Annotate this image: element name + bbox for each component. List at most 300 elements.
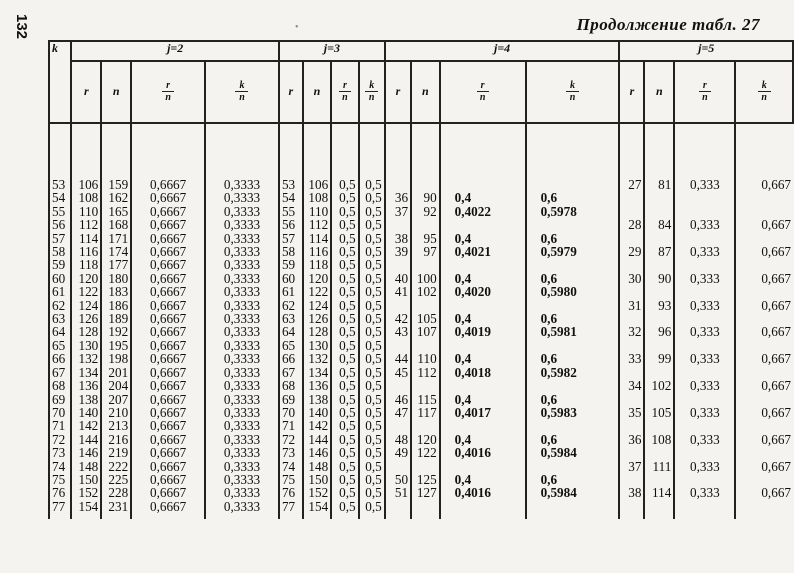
cell-j5-n: 93 [644,299,674,312]
cell-j2-n: 213 [101,419,131,432]
cell-j2-n: 219 [101,446,131,459]
cell-j5-n [644,446,674,459]
cell-j5-r [619,312,644,325]
cell-j5-ratio-k [735,366,793,379]
cell-j4-r: 42 [385,312,411,325]
cell-j5-n [644,258,674,271]
cell-j5-n [644,473,674,486]
group-header-j3: j=3 [279,41,385,61]
cell-j2-ratio-k: 0,3333 [205,473,279,486]
cell-j2-ratio-r: 0,6667 [131,446,205,459]
cell-j2-r: 130 [71,339,101,352]
cell-j5-ratio-r [674,446,735,459]
cell-j2-ratio-k: 0,3333 [205,272,279,285]
data-table [48,40,794,519]
cell-j2-ratio-k: 0,3333 [205,232,279,245]
cell-j3-r: 54 [279,191,303,204]
cell-j3-ratio-r: 0,5 [331,218,358,231]
cell-j2-ratio-r: 0,6667 [131,312,205,325]
cell-j5-r [619,205,644,218]
cell-j2-r: 134 [71,366,101,379]
cell-j4-ratio-k [526,339,620,352]
cell-j5-ratio-k: 0,667 [735,379,793,392]
cell-j3-ratio-k: 0,5 [359,500,385,519]
cell-j2-ratio-k: 0,3333 [205,433,279,446]
cell-j2-n: 201 [101,366,131,379]
cell-j5-r: 27 [619,123,644,191]
cell-j2-ratio-r: 0,6667 [131,272,205,285]
cell-j3-ratio-k: 0,5 [359,299,385,312]
cell-j5-ratio-r: 0,333 [674,379,735,392]
table-continuation-heading: Продолжение табл. 27 [576,15,760,34]
cell-j2-ratio-k: 0,3333 [205,325,279,338]
cell-j2-n: 168 [101,218,131,231]
cell-j5-ratio-k [735,285,793,298]
table-row [49,473,793,486]
cell-j4-ratio-r: 0,4 [440,232,526,245]
cell-j4-n [411,123,440,191]
cell-j2-ratio-k: 0,3333 [205,245,279,258]
cell-j3-ratio-r: 0,5 [331,379,358,392]
cell-j4-n: 120 [411,433,440,446]
header-frac-k-j4 [526,61,620,123]
cell-j3-ratio-k: 0,5 [359,352,385,365]
cell-j5-ratio-k: 0,667 [735,218,793,231]
table-header [49,41,793,123]
cell-j4-r [385,299,411,312]
cell-j3-r: 65 [279,339,303,352]
table-row [49,325,793,338]
group-header-j5: j=5 [619,41,793,61]
cell-j4-ratio-r: 0,4 [440,433,526,446]
cell-j2-n: 171 [101,232,131,245]
cell-k: 64 [49,325,71,338]
print-speck: • [295,22,299,33]
cell-j2-n: 228 [101,486,131,499]
cell-j5-ratio-k [735,393,793,406]
cell-j5-n: 96 [644,325,674,338]
cell-j2-r: 140 [71,406,101,419]
cell-j4-n [411,419,440,432]
cell-j4-r: 51 [385,486,411,499]
cell-j4-ratio-r: 0,4 [440,393,526,406]
cell-j5-r: 29 [619,245,644,258]
cell-j2-n: 192 [101,325,131,338]
cell-j3-ratio-k: 0,5 [359,379,385,392]
cell-j4-r [385,258,411,271]
cell-j2-ratio-r: 0,6667 [131,258,205,271]
cell-j3-ratio-k: 0,5 [359,486,385,499]
cell-k: 54 [49,191,71,204]
cell-j3-n: 122 [303,285,332,298]
page-number: 132 [13,14,30,40]
header-n-j2: n [101,61,131,123]
cell-j2-ratio-k: 0,3333 [205,379,279,392]
cell-j4-ratio-r [440,218,526,231]
cell-j5-ratio-r: 0,333 [674,325,735,338]
cell-j5-n: 108 [644,433,674,446]
cell-j3-n: 126 [303,312,332,325]
cell-j5-n [644,393,674,406]
cell-j4-r: 43 [385,325,411,338]
table-row [49,312,793,325]
table-row [49,446,793,459]
cell-j2-ratio-k: 0,3333 [205,366,279,379]
cell-j5-n [644,500,674,519]
cell-j3-ratio-r: 0,5 [331,272,358,285]
cell-j3-ratio-k: 0,5 [359,191,385,204]
cell-j2-ratio-r: 0,6667 [131,299,205,312]
cell-j4-r: 45 [385,366,411,379]
cell-j4-ratio-k: 0,5979 [526,245,620,258]
table-row [49,366,793,379]
cell-k: 60 [49,272,71,285]
cell-j2-n: 177 [101,258,131,271]
cell-k: 71 [49,419,71,432]
cell-j3-ratio-k: 0,5 [359,325,385,338]
cell-j3-n: 112 [303,218,332,231]
cell-j5-n: 99 [644,352,674,365]
cell-j5-r: 28 [619,218,644,231]
cell-j4-ratio-r [440,379,526,392]
table-row [49,258,793,271]
cell-j2-n: 180 [101,272,131,285]
cell-j5-ratio-r: 0,333 [674,272,735,285]
cell-j3-ratio-k: 0,5 [359,245,385,258]
header-r-j2: r [71,61,101,123]
cell-j5-r: 38 [619,486,644,499]
table-row [49,406,793,419]
table-row [49,218,793,231]
cell-j4-ratio-k: 0,5980 [526,285,620,298]
cell-j4-ratio-k [526,218,620,231]
cell-j3-r: 55 [279,205,303,218]
cell-j3-n: 142 [303,419,332,432]
cell-j4-ratio-r: 0,4 [440,191,526,204]
cell-j3-n: 146 [303,446,332,459]
cell-j2-ratio-k: 0,3333 [205,406,279,419]
cell-j3-r: 67 [279,366,303,379]
cell-j5-r: 30 [619,272,644,285]
cell-j4-ratio-r: 0,4 [440,473,526,486]
header-frac-r-j4 [440,61,526,123]
fraction-numerator: k [235,80,248,92]
cell-j4-r: 41 [385,285,411,298]
fraction-numerator: k [365,80,378,92]
cell-j4-r [385,218,411,231]
cell-j2-ratio-r: 0,6667 [131,379,205,392]
cell-j4-ratio-k: 0,6 [526,393,620,406]
cell-j4-ratio-k: 0,6 [526,433,620,446]
cell-j4-ratio-r: 0,4017 [440,406,526,419]
cell-j3-n: 138 [303,393,332,406]
cell-j2-r: 122 [71,285,101,298]
cell-j5-ratio-r: 0,333 [674,245,735,258]
table-row [49,245,793,258]
cell-j5-ratio-r: 0,333 [674,433,735,446]
cell-j2-n: 222 [101,460,131,473]
cell-j2-n: 159 [101,123,131,191]
cell-j2-r: 114 [71,232,101,245]
header-n-j3: n [303,61,332,123]
cell-j5-n: 87 [644,245,674,258]
cell-j3-ratio-r: 0,5 [331,245,358,258]
cell-j2-n: 174 [101,245,131,258]
cell-j2-ratio-r: 0,6667 [131,366,205,379]
cell-j2-n: 183 [101,285,131,298]
cell-j3-n: 152 [303,486,332,499]
cell-j3-n: 116 [303,245,332,258]
cell-j4-ratio-r [440,123,526,191]
cell-j4-ratio-r [440,299,526,312]
cell-j2-r: 148 [71,460,101,473]
cell-j2-ratio-r: 0,6667 [131,245,205,258]
cell-j2-r: 136 [71,379,101,392]
cell-j3-ratio-k: 0,5 [359,285,385,298]
cell-j4-ratio-r: 0,4021 [440,245,526,258]
cell-j4-n: 107 [411,325,440,338]
cell-j2-r: 120 [71,272,101,285]
cell-j4-r: 40 [385,272,411,285]
table-row [49,339,793,352]
cell-j4-n [411,339,440,352]
cell-j2-ratio-r: 0,6667 [131,486,205,499]
cell-j2-n: 165 [101,205,131,218]
cell-j4-ratio-r [440,419,526,432]
cell-j5-ratio-k: 0,667 [735,352,793,365]
header-n-j5: n [644,61,674,123]
cell-j3-n: 150 [303,473,332,486]
cell-j5-ratio-r [674,232,735,245]
cell-j4-n: 100 [411,272,440,285]
cell-j5-r: 36 [619,433,644,446]
cell-j4-r: 38 [385,232,411,245]
cell-j2-n: 162 [101,191,131,204]
cell-j5-ratio-r [674,339,735,352]
cell-j4-r [385,500,411,519]
cell-j4-r: 50 [385,473,411,486]
cell-j5-n [644,312,674,325]
cell-j4-ratio-r [440,500,526,519]
cell-j3-ratio-r: 0,5 [331,446,358,459]
cell-j5-r [619,366,644,379]
cell-j3-ratio-k: 0,5 [359,419,385,432]
cell-j2-n: 210 [101,406,131,419]
cell-j5-ratio-r: 0,333 [674,218,735,231]
cell-k: 61 [49,285,71,298]
cell-j4-ratio-k: 0,6 [526,473,620,486]
cell-j4-n: 90 [411,191,440,204]
cell-j4-ratio-k: 0,6 [526,191,620,204]
cell-j2-ratio-k: 0,3333 [205,393,279,406]
cell-j4-ratio-r: 0,4020 [440,285,526,298]
table-row [49,500,793,519]
table-row [49,393,793,406]
fraction-denominator: n [342,92,348,104]
cell-j5-r: 35 [619,406,644,419]
cell-j5-ratio-k: 0,667 [735,123,793,191]
table-row [49,232,793,245]
cell-j3-ratio-k: 0,5 [359,232,385,245]
cell-j2-r: 142 [71,419,101,432]
cell-j3-r: 74 [279,460,303,473]
table-row [49,272,793,285]
cell-j3-n: 110 [303,205,332,218]
cell-j2-r: 138 [71,393,101,406]
cell-j5-ratio-r [674,419,735,432]
cell-j3-ratio-r: 0,5 [331,352,358,365]
cell-j4-ratio-k: 0,5983 [526,406,620,419]
cell-j2-ratio-r: 0,6667 [131,339,205,352]
cell-j5-r: 34 [619,379,644,392]
cell-k: 62 [49,299,71,312]
cell-j3-ratio-k: 0,5 [359,123,385,191]
header-r-j4: r [385,61,411,123]
cell-j2-r: 116 [71,245,101,258]
cell-j5-ratio-r [674,312,735,325]
cell-k: 72 [49,433,71,446]
cell-j2-r: 108 [71,191,101,204]
cell-j3-r: 75 [279,473,303,486]
cell-j4-ratio-r [440,258,526,271]
cell-j3-ratio-k: 0,5 [359,218,385,231]
cell-j2-n: 198 [101,352,131,365]
cell-j5-ratio-k: 0,667 [735,299,793,312]
cell-j5-ratio-k [735,339,793,352]
fraction-denominator: n [239,92,245,104]
cell-j3-ratio-k: 0,5 [359,473,385,486]
cell-j4-r: 49 [385,446,411,459]
cell-j2-n: 204 [101,379,131,392]
cell-k: 63 [49,312,71,325]
cell-j2-n: 207 [101,393,131,406]
cell-j5-ratio-k: 0,667 [735,272,793,285]
cell-j2-r: 126 [71,312,101,325]
cell-j3-r: 53 [279,123,303,191]
cell-j3-ratio-r: 0,5 [331,393,358,406]
cell-j5-n: 90 [644,272,674,285]
cell-j4-ratio-r: 0,4 [440,312,526,325]
cell-j5-n [644,339,674,352]
cell-j4-ratio-r [440,460,526,473]
cell-k: 75 [49,473,71,486]
cell-j4-r: 47 [385,406,411,419]
fraction-denominator: n [479,92,486,104]
cell-j2-ratio-r: 0,6667 [131,393,205,406]
cell-j4-n [411,218,440,231]
cell-j2-n: 186 [101,299,131,312]
cell-j4-ratio-r: 0,4016 [440,486,526,499]
cell-j4-ratio-r [440,339,526,352]
table-row [49,379,793,392]
header-k: k [49,41,71,123]
cell-j4-n: 122 [411,446,440,459]
table-row [49,433,793,446]
cell-j4-n: 102 [411,285,440,298]
cell-j4-ratio-k: 0,6 [526,232,620,245]
header-frac-r-j2 [131,61,205,123]
cell-j3-n: 132 [303,352,332,365]
header-frac-k-j5 [735,61,793,123]
cell-j5-r [619,393,644,406]
cell-j4-r: 39 [385,245,411,258]
sub-header-row [49,61,793,123]
cell-j2-ratio-k: 0,3333 [205,123,279,191]
fraction-denominator: n [368,92,375,104]
cell-j3-ratio-k: 0,5 [359,393,385,406]
cell-j5-ratio-r [674,205,735,218]
cell-j4-n: 127 [411,486,440,499]
cell-j4-ratio-k: 0,5982 [526,366,620,379]
table-body [49,123,793,519]
cell-j4-n: 97 [411,245,440,258]
cell-j4-r [385,419,411,432]
cell-k: 67 [49,366,71,379]
cell-j3-ratio-r: 0,5 [331,299,358,312]
cell-j5-r: 32 [619,325,644,338]
cell-j5-n: 114 [644,486,674,499]
cell-j4-ratio-r: 0,4 [440,352,526,365]
cell-j5-r [619,446,644,459]
cell-j5-ratio-r: 0,333 [674,460,735,473]
cell-j5-r [619,473,644,486]
fraction-numerator: r [699,80,711,92]
cell-j2-n: 231 [101,500,131,519]
table-row [49,460,793,473]
cell-j2-n: 189 [101,312,131,325]
cell-j2-ratio-k: 0,3333 [205,191,279,204]
table-row [49,285,793,298]
fraction-denominator: n [761,92,767,104]
cell-j5-r [619,258,644,271]
table-row [49,419,793,432]
cell-j3-r: 66 [279,352,303,365]
cell-j4-r: 44 [385,352,411,365]
cell-j3-n: 108 [303,191,332,204]
cell-j4-n: 110 [411,352,440,365]
cell-j3-r: 64 [279,325,303,338]
cell-j3-ratio-k: 0,5 [359,258,385,271]
fraction-denominator: n [569,92,576,104]
cell-j3-ratio-k: 0,5 [359,339,385,352]
cell-j5-n [644,366,674,379]
cell-j5-n: 111 [644,460,674,473]
cell-j3-ratio-r: 0,5 [331,366,358,379]
cell-j2-r: 124 [71,299,101,312]
header-frac-r-j3 [331,61,358,123]
cell-j3-ratio-r: 0,5 [331,325,358,338]
cell-j4-n: 115 [411,393,440,406]
cell-j5-r [619,500,644,519]
cell-j4-ratio-r: 0,4016 [440,446,526,459]
cell-j4-r: 36 [385,191,411,204]
cell-j2-ratio-k: 0,3333 [205,486,279,499]
cell-j3-n: 148 [303,460,332,473]
cell-k: 56 [49,218,71,231]
cell-j3-ratio-k: 0,5 [359,205,385,218]
cell-j4-n: 125 [411,473,440,486]
cell-k: 66 [49,352,71,365]
cell-j3-r: 69 [279,393,303,406]
cell-j2-r: 132 [71,352,101,365]
cell-j3-r: 72 [279,433,303,446]
cell-j2-ratio-r: 0,6667 [131,433,205,446]
cell-j3-ratio-r: 0,5 [331,460,358,473]
cell-j3-r: 63 [279,312,303,325]
cell-j3-ratio-r: 0,5 [331,433,358,446]
cell-j3-ratio-r: 0,5 [331,486,358,499]
cell-j5-n: 81 [644,123,674,191]
